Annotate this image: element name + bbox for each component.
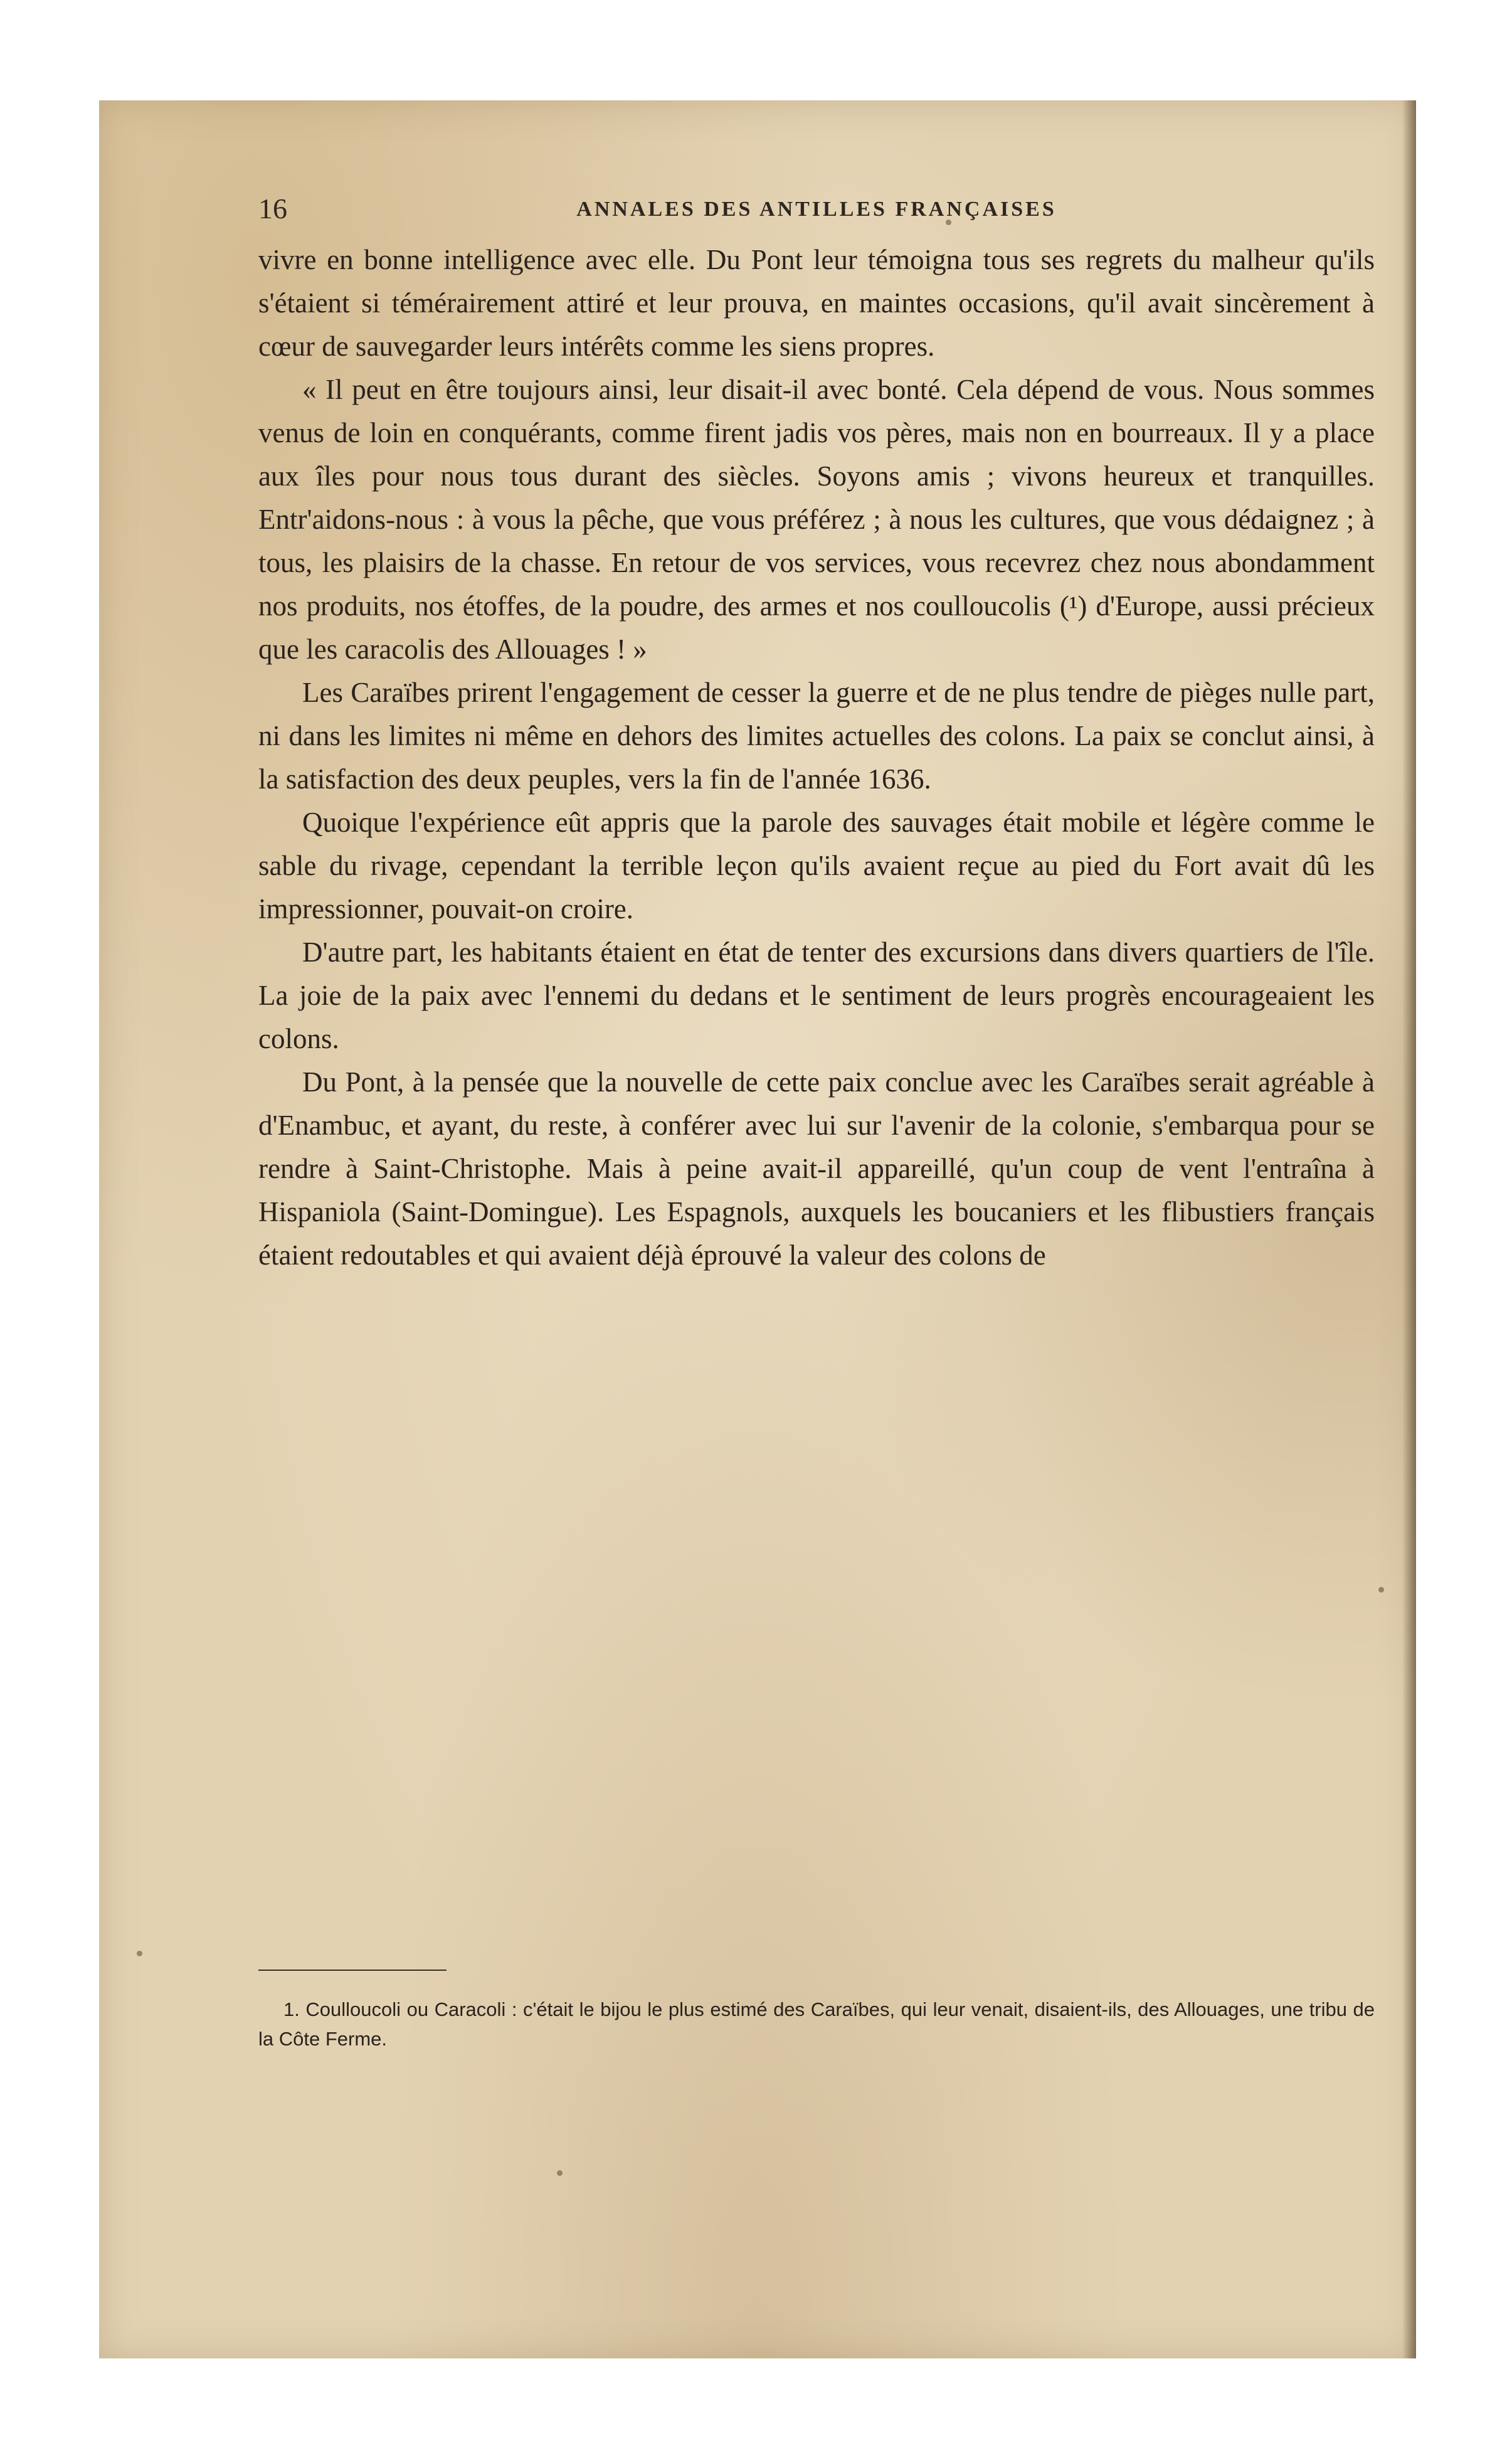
paragraph: vivre en bonne intelligence avec elle. Du Pont leur témoigna tous ses regrets du malheur qu'ils s'étaient si témérairement attiré et leur prouva, en maintes occasions, qu'il avait sincèrement à cœur de sauvegarder leurs intérêts comme les siens propres. — [258, 244, 1375, 362]
page-edge-shadow — [1402, 100, 1416, 2358]
paragraph: D'autre part, les habitants étaient en état de tenter des excursions dans divers quartiers de l'île. La joie de la paix avec l'ennemi du dedans et le sentiment de leurs progrès encourageaient les colons. — [258, 936, 1375, 1054]
paragraph-text: d'Europe, aussi précieux que les caracolis des Allouages ! » — [258, 590, 1375, 665]
footnote-text: Coulloucoli ou Caracoli : c'était le bijou le plus estimé des Caraïbes, qui leur venait, disaient-ils, des Allouages, une tribu de la Côte Ferme. — [258, 1998, 1375, 2050]
paragraph: Les Caraïbes prirent l'engagement de cesser la guerre et de ne plus tendre de pièges nulle part, ni dans les limites ni même en dehors des limites actuelles des colons. La paix se conclut ainsi, à la satisfaction des deux peuples, vers la fin de l'année 1636. — [258, 677, 1375, 795]
page-header — [258, 187, 1375, 231]
paragraph-text: « Il peut en être toujours ainsi, leur disait-il avec bonté. Cela dépend de vous. Nous sommes venus de loin en conquérants, comme firent jadis vos pères, mais non en bourreaux. Il y a place aux îles pour nous tous durant des siècles. Soyons amis ; vivons heureux et tranquilles. Entr'aidons-nous : à vous la pêche, que vous préférez ; à nous les cultures, que vous dédaignez ; à tous, les plaisirs de la chasse. En retour de vos services, vous recevrez chez nous abondamment nos produits, nos étoffes, de la poudre, des armes et nos coulloucolis — [258, 374, 1375, 622]
paragraph: Quoique l'expérience eût appris que la parole des sauvages était mobile et légère comme le sable du rivage, cependant la terrible leçon qu'ils avaient reçue au pied du Fort avait dû les impressionner, pouvait-on croire. — [258, 807, 1375, 925]
page-number: 16 — [258, 193, 287, 225]
paper-speck — [557, 2170, 563, 2176]
paper-speck — [1378, 1587, 1384, 1593]
footnote — [258, 1995, 1375, 2054]
body-text — [258, 238, 1375, 1277]
paragraph: Du Pont, à la pensée que la nouvelle de cette paix conclue avec les Caraïbes serait agréable à d'Enambuc, et ayant, du reste, à conférer avec lui sur l'avenir de la colonie, s'embarqua pour se rendre à Saint-Christophe. Mais à peine avait-il appareillé, qu'un coup de vent l'entraîna à Hispaniola (Saint-Domingue). Les Espagnols, auxquels les boucaniers et les flibustiers français étaient redoutables et qui avaient déjà éprouvé la valeur des colons de — [258, 1066, 1375, 1271]
footnote-number: 1. — [283, 1998, 300, 2020]
footnote-divider — [258, 1970, 447, 1971]
footnote-reference: (¹) — [1059, 590, 1087, 622]
paper-speck — [137, 1951, 142, 1956]
running-title: ANNALES DES ANTILLES FRANÇAISES — [576, 198, 1057, 221]
paragraph — [258, 368, 1375, 671]
